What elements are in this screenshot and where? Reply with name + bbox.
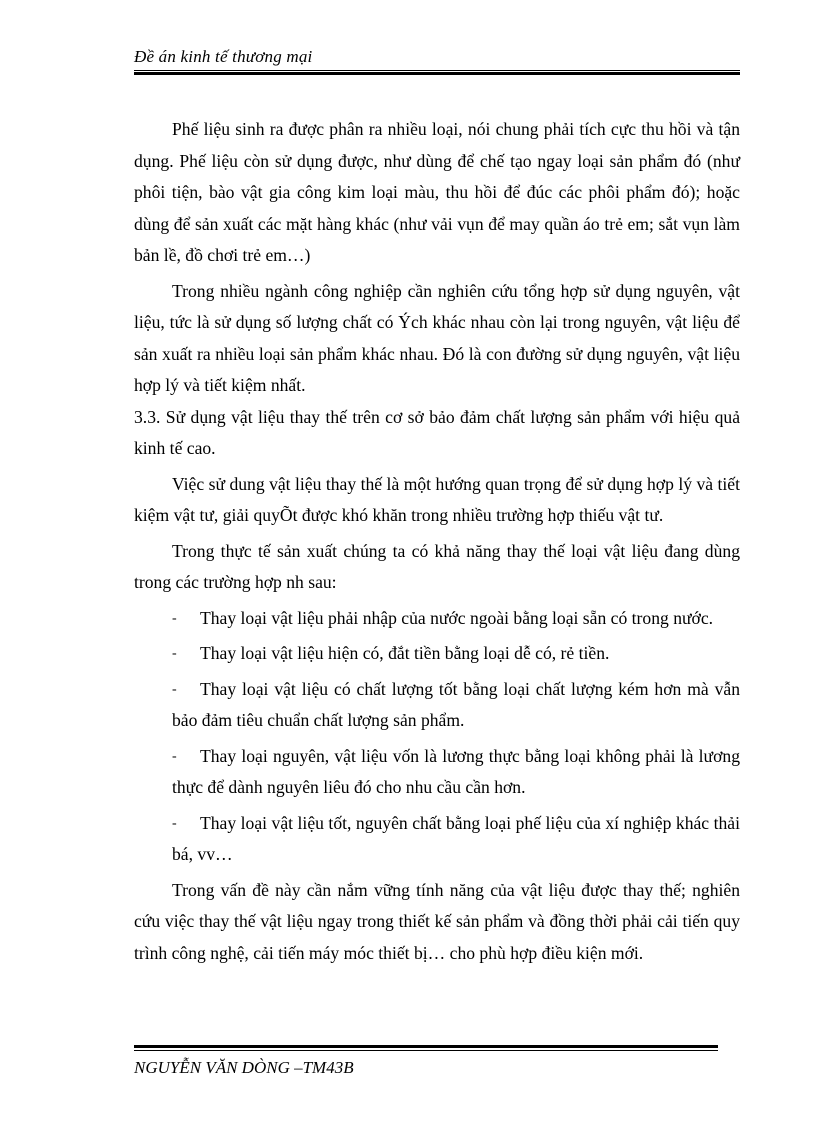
header-title: Đề án kinh tế thương mại (134, 47, 313, 66)
list-item-text: Thay loại nguyên, vật liệu vốn là lương thực bằng loại không phải là lương thực để dành nguyên liêu đó cho nhu cầu cần hơn. (172, 745, 740, 797)
paragraph-substitution-cases: Trong thực tế sản xuất chúng ta có khả năng thay thế loại vật liệu đang dùng trong các trường hợp nh sau: (134, 540, 740, 592)
paragraph-conclusion: Trong vấn đề này cần nắm vững tính năng của vật liệu được thay thế; nghiên cứu việc thay thế vật liệu ngay trong thiết kế sản phẩm và đồng thời phải cải tiến quy trình công nghệ, cải tiến máy móc thiết bị… cho phù hợp điều kiện mới. (134, 879, 740, 963)
list-item (134, 638, 740, 670)
paragraph-combined-use: Trong nhiều ngành công nghiệp cần nghiên cứu tổng hợp sử dụng nguyên, vật liệu, tức là sử dụng số lượng chất có Ých khác nhau còn lại trong nguyên, vật liệu để sản xuất ra nhiều loại sản phẩm khác nhau. Đó là con đường sử dụng nguyên, vật liệu hợp lý và tiết kiệm nhất. (134, 280, 740, 395)
page-header (134, 46, 740, 75)
paragraph-substitute-materials: Việc sử dung vật liệu thay thế là một hướng quan trọng để sử dụng hợp lý và tiết kiệm vật tư, giải quyÕt được khó khăn trong nhiều trường hợp thiếu vật tư. (134, 473, 740, 525)
bullet-dash: - (172, 646, 177, 661)
footer-rule-thin (134, 1050, 718, 1051)
document-body (134, 114, 740, 969)
bullet-dash: - (172, 610, 177, 626)
list-item-text: Thay loại vật liệu có chất lượng tốt bằng loại chất lượng kém hơn mà vẫn bảo đảm tiêu chuẩn chất lượng sản phẩm. (172, 678, 740, 730)
bullet-dash: - (172, 815, 177, 831)
bullet-dash: - (172, 681, 177, 697)
list-item-text: Thay loại vật liệu hiện có, đắt tiền bằng loại dễ có, rẻ tiền. (200, 643, 610, 663)
bullet-dash: - (172, 748, 177, 764)
list-item (134, 741, 740, 804)
header-rule-thick (134, 72, 740, 75)
list-item (134, 603, 740, 635)
header-rule-thin (134, 70, 740, 71)
list-item (134, 808, 740, 871)
list-item (134, 674, 740, 737)
paragraph-scrap-materials: Phế liệu sinh ra được phân ra nhiều loại, nói chung phải tích cực thu hồi và tận dụng. Phế liệu còn sử dụng được, như dùng để chế tạo ngay loại sản phẩm đó (như phôi tiện, bào vật gia công kim loại màu, thu hồi để đúc các phôi phẩm đó); hoặc dùng để sản xuất các mặt hàng khác (như vải vụn để may quần áo trẻ em; sắt vụn làm bản lề, đồ chơi trẻ em…) (134, 119, 740, 265)
footer-rule-thick (134, 1045, 718, 1048)
section-heading-3-3: 3.3. Sử dụng vật liệu thay thế trên cơ sở bảo đảm chất lượng sản phẩm với hiệu quả kinh tế cao. (134, 406, 740, 458)
footer-author: NGUYỄN VĂN DÒNG –TM43B (134, 1058, 354, 1077)
list-item-text: Thay loại vật liệu tốt, nguyên chất bằng loại phế liệu của xí nghiệp khác thải bá, vv… (172, 812, 740, 864)
list-item-text: Thay loại vật liệu phải nhập của nước ngoài bằng loại sẵn có trong nước. (200, 607, 714, 628)
page-footer (134, 1045, 718, 1079)
